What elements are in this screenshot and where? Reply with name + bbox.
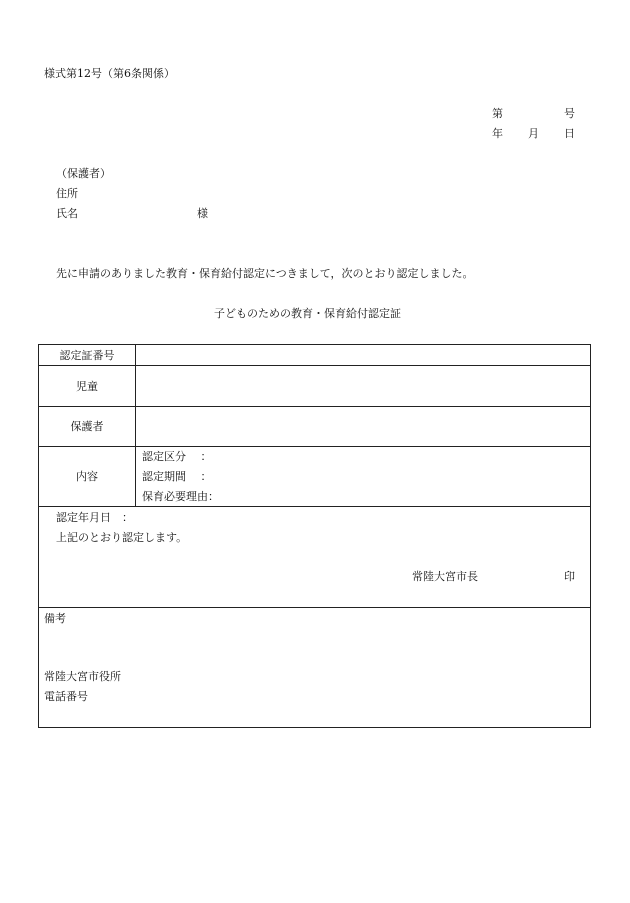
child-label: 児童 <box>76 380 98 393</box>
content-item-category: 認定区分 ： <box>142 450 212 463</box>
cert-date-label: 認定年月日 ： <box>56 511 133 524</box>
content-item-reason: 保育必要理由： <box>142 490 219 503</box>
name-label: 氏名 <box>56 207 78 220</box>
office-name: 常陸大宮市役所 <box>44 670 121 683</box>
date-year: 年 <box>492 127 503 140</box>
honorific-sama: 様 <box>197 207 208 220</box>
guardian-label: 保護者 <box>70 420 104 433</box>
form-number: 様式第12号（第6条関係） <box>44 67 175 80</box>
content-item-period: 認定期間 ： <box>142 470 212 483</box>
phone-label: 電話番号 <box>44 690 88 703</box>
content-label: 内容 <box>76 470 98 483</box>
cert-number-label: 認定証番号 <box>59 349 115 362</box>
number-suffix: 号 <box>564 107 575 120</box>
date-day: 日 <box>564 127 575 140</box>
seal-label: 印 <box>564 570 575 583</box>
intro-text: 先に申請のありました教育・保育給付認定につきまして，次のとおり認定しました。 <box>56 267 474 280</box>
certify-text: 上記のとおり認定します。 <box>56 531 188 544</box>
guardian-heading: （保護者） <box>56 167 111 180</box>
date-month: 月 <box>528 127 539 140</box>
number-prefix: 第 <box>492 107 503 120</box>
remarks-label: 備考 <box>44 612 66 625</box>
document-title: 子どものための教育・保育給付認定証 <box>214 307 401 320</box>
certificate-table <box>38 344 591 728</box>
address-label: 住所 <box>56 187 78 200</box>
mayor-label: 常陸大宮市長 <box>412 570 478 583</box>
